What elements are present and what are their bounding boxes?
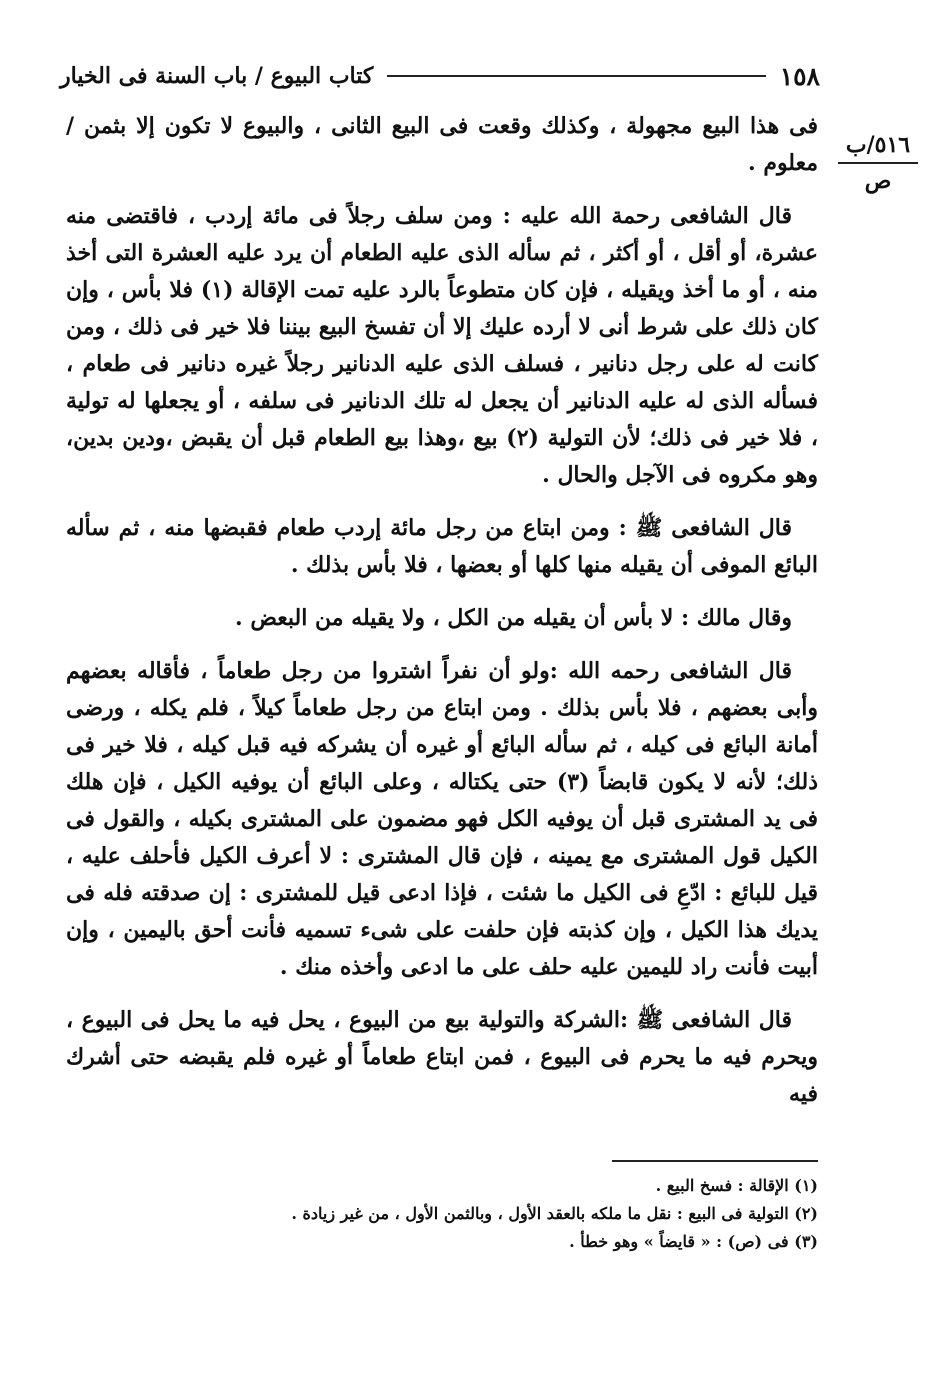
running-title: كتاب البيوع / باب السنة فى الخيار	[60, 63, 374, 89]
footnote: (٢) التولية فى البيع : نقل ما ملكه بالعقد الأول ، وبالثمن الأول ، من غير زيادة .	[291, 1204, 818, 1223]
margin-rule	[838, 162, 918, 164]
header-rule	[387, 75, 765, 77]
paragraph	[66, 653, 818, 986]
page-header	[60, 56, 820, 96]
speaker-label: قال الشافعى	[671, 1007, 792, 1033]
page-number: ١٥٨	[779, 61, 820, 91]
main-text	[66, 108, 818, 1129]
paragraph	[66, 600, 818, 637]
paragraph-text: رحمه الله :ولو أن نفراً اشتروا من رجل طعاماً ، فأقاله بعضهم وأبى بعضهم ، فلا بأس بذلك . ومن ابتاع من رجل طعاماً كيلاً ، فلم يكله ، ورضى أمانة البائع فى كيله ، ثم سأله البائع أو غيره أن يشركه فيه قبل كيله ، فلا خير فى ذلك؛ لأنه لا يكون قابضاً (٣) حتى يكتاله ، وعلى البائع أن يوفيه الكيل ، فإن هلك فى يد المشترى قبل أن يوفيه الكل فهو مضمون على المشترى بكيله ، والقول فى الكيل قول المشترى مع يمينه ، فإن قال المشترى : لا أعرف الكيل فأحلف عليه ، قيل للبائع : ادّعِ فى الكيل ما شئت ، فإذا ادعى قيل للمشترى : إن صدقته فله فى يديك هذا الكيل ، وإن كذبته فإن حلفت على شىء تسميه فأنت أحق باليمين ، وإن أبيت فأنت راد لليمين عليه حلف على ما ادعى وأخذه منك .	[66, 658, 819, 980]
paragraph-text: ﷺ :الشركة والتولية بيع من البيوع ، يحل فيه ما يحل فى البيوع ، ويحرم فيه ما يحرم فى البيوع ، فمن ابتاع طعاماً أو غيره فلم يقبضه حتى أشرك فيه	[66, 1007, 818, 1107]
footnote: (١) الإقالة : فسخ البيع .	[655, 1176, 818, 1195]
footnotes	[150, 1160, 818, 1256]
paragraph	[66, 1002, 818, 1113]
speaker-label: قال الشافعى	[671, 515, 792, 541]
speaker-label: قال الشافعى	[669, 658, 792, 684]
folio-number: ٥١٦/ب	[845, 132, 911, 158]
paragraph-text: رحمة الله عليه : ومن سلف رجلاً فى مائة إردب ، فاقتضى منه عشرة، أو أقل ، أو أكثر ، ثم سأله الذى عليه الطعام أن يرد عليه العشرة التى أخذ منه ، أو ما أخذ ويقيله ، فإن كان متطوعاً بالرد عليه تمت الإقالة (١) فلا بأس ، وإن كان ذلك على شرط أنى لا أرده عليك إلا أن تفسخ البيع بيننا فلا خير فى ذلك ، ومن كانت له على رجل دنانير ، فسلف الذى عليه الدنانير رجلاً غيره دنانير فى طعام ، فسأله الذى له عليه الدنانير أن يجعل له تلك الدنانير فى سلفه ، أو يجعلها له تولية ، فلا خير فى ذلك؛ لأن التولية (٢) بيع ،وهذا بيع الطعام قبل أن يقبض ،ودين بدين، وهو مكروه فى الآجل والحال .	[66, 203, 818, 488]
paragraph	[66, 198, 818, 494]
margin-folio-note	[838, 132, 918, 194]
manuscript-siglum: ص	[864, 168, 892, 194]
paragraph	[66, 108, 818, 182]
paragraph	[66, 510, 818, 584]
paragraph-text: وقال مالك : لا بأس أن يقيله من الكل ، ولا يقيله من البعض .	[235, 605, 792, 631]
paragraph-text: فى هذا البيع مجهولة ، وكذلك وقعت فى البيع الثانى ، والبيوع لا تكون إلا بثمن / معلوم .	[66, 113, 818, 176]
paragraph-text: ﷺ : ومن ابتاع من رجل مائة إردب طعام فقبضها منه ، ثم سأله البائع الموفى أن يقيله منها كلها أو بعضها ، فلا بأس بذلك .	[66, 515, 818, 578]
footnote: (٣) فى (ص) : « قايضاً » وهو خطأ .	[569, 1232, 818, 1251]
speaker-label: قال الشافعى	[670, 203, 792, 229]
